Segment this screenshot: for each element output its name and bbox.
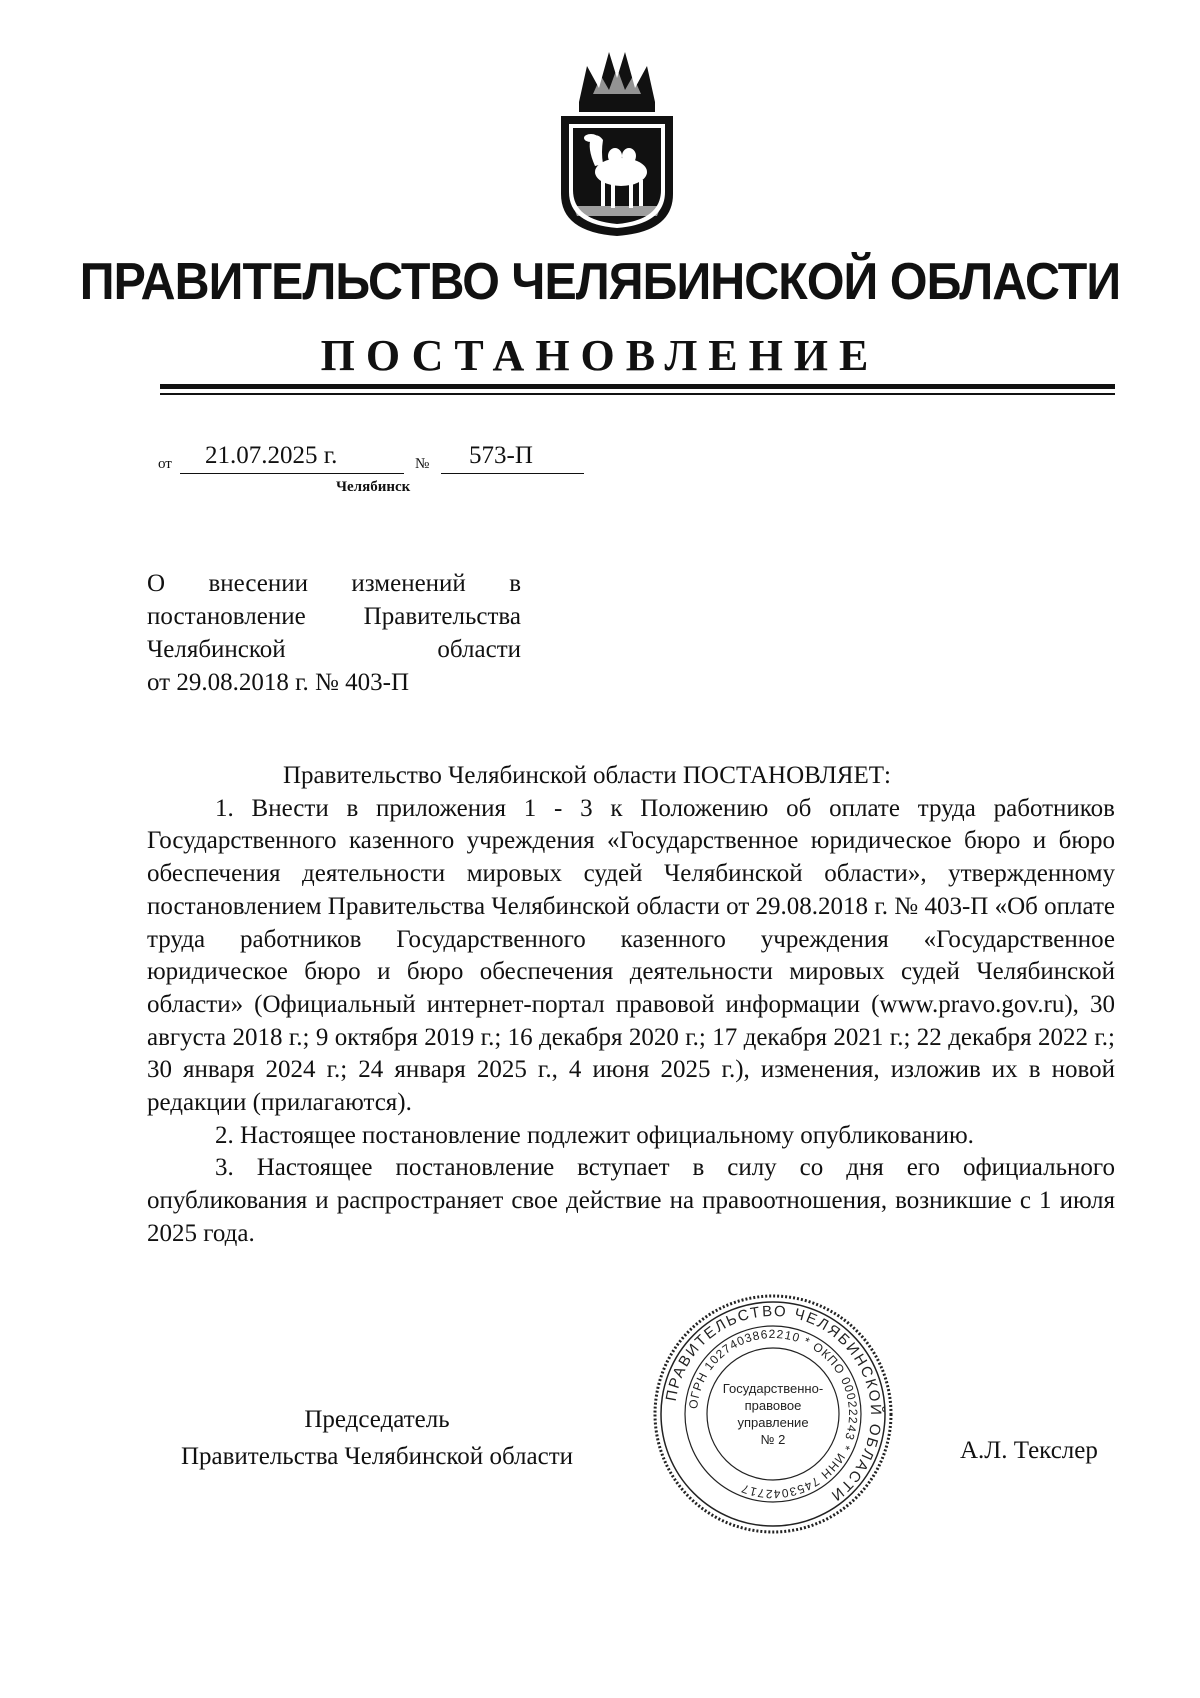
number-sign-label: № — [415, 456, 430, 472]
signatory-position-line: Председатель — [304, 1406, 450, 1433]
subject-line: Челябинской области — [147, 636, 521, 663]
document-city: Челябинск — [336, 479, 411, 495]
signatory-name: А.Л. Текслер — [960, 1437, 1098, 1464]
government-title: ПРАВИТЕЛЬСТВО ЧЕЛЯБИНСКОЙ ОБЛАСТИ — [79, 253, 1121, 311]
document-date: 21.07.2025 г. — [205, 442, 338, 469]
stamp-inner-ring-text: ОГРН 1027403862210 * ОКПО 00022243 * ИНН 7453042717 — [686, 1326, 861, 1502]
resolution-item-3: 3. Настоящее постановление вступает в силу со дня его официального опубликования и распространяет свое действие на правоотношения, возникшие с 1 июля 2025 года. — [147, 1154, 1115, 1247]
header-divider-thin — [160, 393, 1115, 395]
resolution-item-2: 2. Настоящее постановление подлежит официальному опубликованию. — [215, 1121, 974, 1149]
coat-of-arms-icon — [557, 44, 677, 237]
date-prefix-label: от — [158, 456, 172, 472]
stamp-center-line: правовое — [744, 1398, 802, 1413]
subject-line: О внесении изменений в — [147, 570, 521, 597]
number-underline — [441, 473, 584, 474]
stamp-center-line: управление — [737, 1415, 809, 1430]
stamp-center-line: Государственно- — [722, 1381, 824, 1396]
date-underline — [180, 473, 404, 474]
stamp-center-text — [721, 1380, 825, 1448]
document-number: 573-П — [469, 442, 533, 469]
signatory-position — [147, 1401, 607, 1475]
stamp-outer-text: ПРАВИТЕЛЬСТВО ЧЕЛЯБИНСКОЙ ОБЛАСТИ — [662, 1302, 885, 1505]
header-divider-thick — [160, 384, 1115, 389]
document-body — [147, 760, 1115, 1251]
subject-line: постановление Правительства — [147, 603, 521, 630]
document-subject — [147, 567, 521, 699]
subject-line: от 29.08.2018 г. № 403-П — [147, 669, 410, 696]
resolution-item-1: 1. Внести в приложения 1 - 3 к Положению об оплате труда работников Государственного казенного учреждения «Государственное юридическое бюро и бюро обеспечения деятельности мировых судей Челябинской области», утвержденному постановлением Правительства Челябинской области от 29.08.2018 г. № 403-П «Об оплате труда работников Государственного казенного учреждения «Государственное юридическое бюро и бюро обеспечения деятельности мировых судей Челябинской области» (Официальный интернет-портал правовой информации (www.pravo.gov.ru), 30 августа 2018 г.; 9 октября 2019 г.; 16 декабря 2020 г.; 17 декабря 2021 г.; 22 декабря 2022 г.; 30 января 2024 г.; 24 января 2025 г., 4 июня 2025 г.), изменения, изложив их в новой редакции (прилагаются). — [147, 794, 1115, 1117]
signatory-position-line: Правительства Челябинской области — [180, 1443, 574, 1470]
resolution-intro: Правительство Челябинской области ПОСТАНОВЛЯЕТ: — [283, 762, 891, 789]
document-type-title: ПОСТАНОВЛЕНИЕ — [320, 331, 880, 380]
stamp-center-line: № 2 — [760, 1432, 786, 1447]
